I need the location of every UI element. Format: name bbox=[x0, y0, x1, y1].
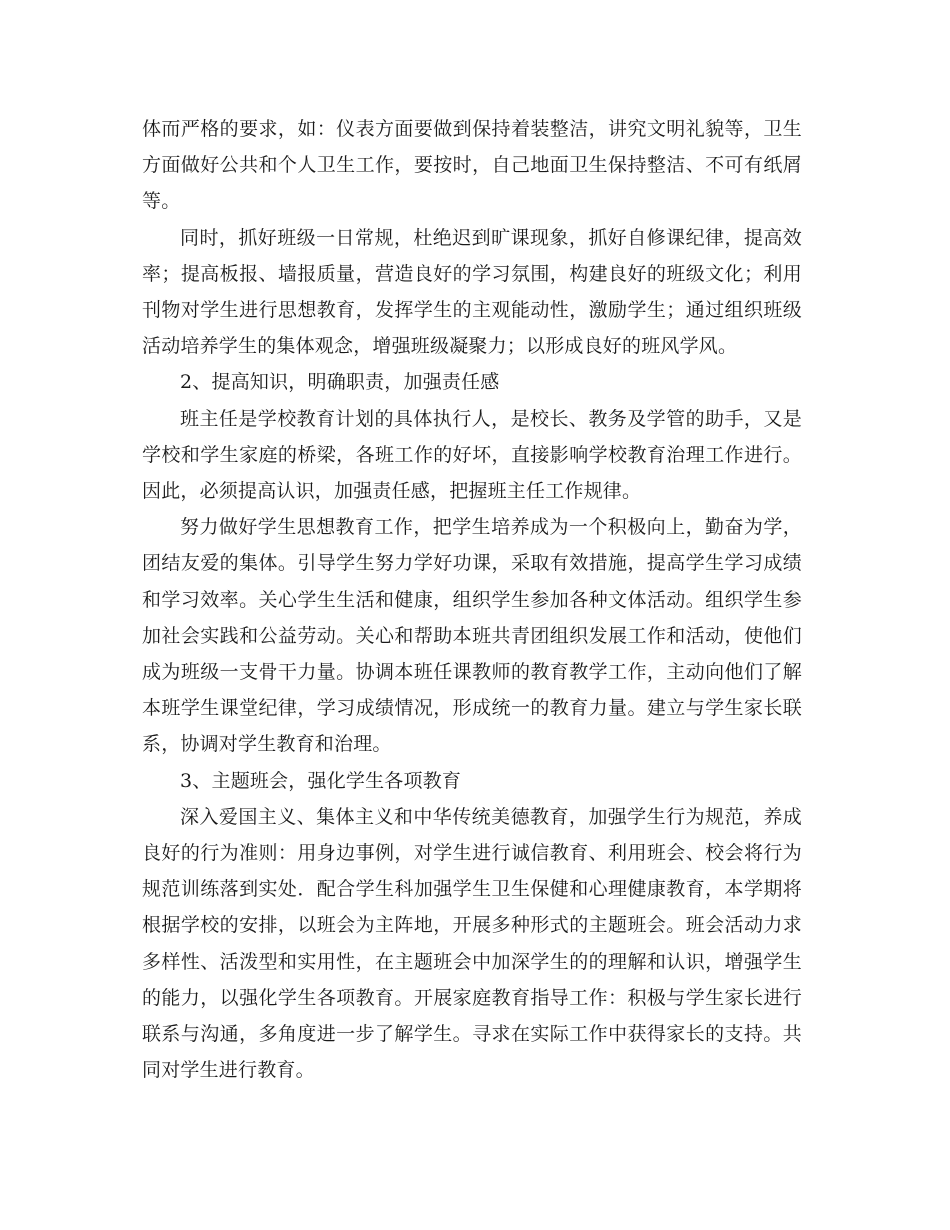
section-heading-3: 3、主题班会，强化学生各项教育 bbox=[180, 769, 462, 792]
document-body bbox=[142, 111, 802, 1088]
section-heading-2: 2、提高知识，明确职责，加强责任感 bbox=[180, 371, 500, 394]
paragraph-ideological-education: 努力做好学生思想教育工作，把学生培养成为一个积极向上，勤奋为学，团结友爱的集体。引导学生努力学好功课，采取有效措施，提高学生学习成绩和学习效率。关心学生生活和健康，组织学生参加各种文体活动。组织学生参加社会实践和公益劳动。关心和帮助本班共青团组织发展工作和活动，使他们成为班级一支骨干力量。协调本班任课教师的教育教学工作，主动向他们了解本班学生课堂纪律，学习成绩情况，形成统一的教育力量。建立与学生家长联系，协调对学生教育和治理。 bbox=[142, 516, 802, 756]
paragraph-theme-class-meeting: 深入爱国主义、集体主义和中华传统美德教育，加强学生行为规范，养成良好的行为准则：用身边事例，对学生进行诚信教育、利用班会、校会将行为规范训练落到实处．配合学生科加强学生卫生保健和心理健康教育，本学期将根据学校的安排，以班会为主阵地，开展多种形式的主题班会。班会活动力求多样性、活泼型和实用性，在主题班会中加深学生的的理解和认识，增强学生的能力，以强化学生各项教育。开展家庭教育指导工作：积极与学生家长进行联系与沟通，多角度进一步了解学生。寻求在实际工作中获得家长的支持。共同对学生进行教育。 bbox=[142, 805, 802, 1082]
paragraph-continuation: 体而严格的要求，如：仪表方面要做到保持着装整洁，讲究文明礼貌等，卫生方面做好公共和个人卫生工作，要按时，自己地面卫生保持整洁、不可有纸屑等。 bbox=[142, 118, 802, 213]
paragraph-daily-routine: 同时，抓好班级一日常规，杜绝迟到旷课现象，抓好自修课纪律，提高效率；提高板报、墙报质量，营造良好的学习氛围，构建良好的班级文化；利用刊物对学生进行思想教育，发挥学生的主观能动性，激励学生；通过组织班级活动培养学生的集体观念，增强班级凝聚力；以形成良好的班风学风。 bbox=[142, 226, 802, 358]
paragraph-head-teacher-role: 班主任是学校教育计划的具体执行人，是校长、教务及学管的助手，又是学校和学生家庭的桥梁，各班工作的好坏，直接影响学校教育治理工作进行。因此，必须提高认识，加强责任感，把握班主任工作规律。 bbox=[142, 407, 802, 503]
